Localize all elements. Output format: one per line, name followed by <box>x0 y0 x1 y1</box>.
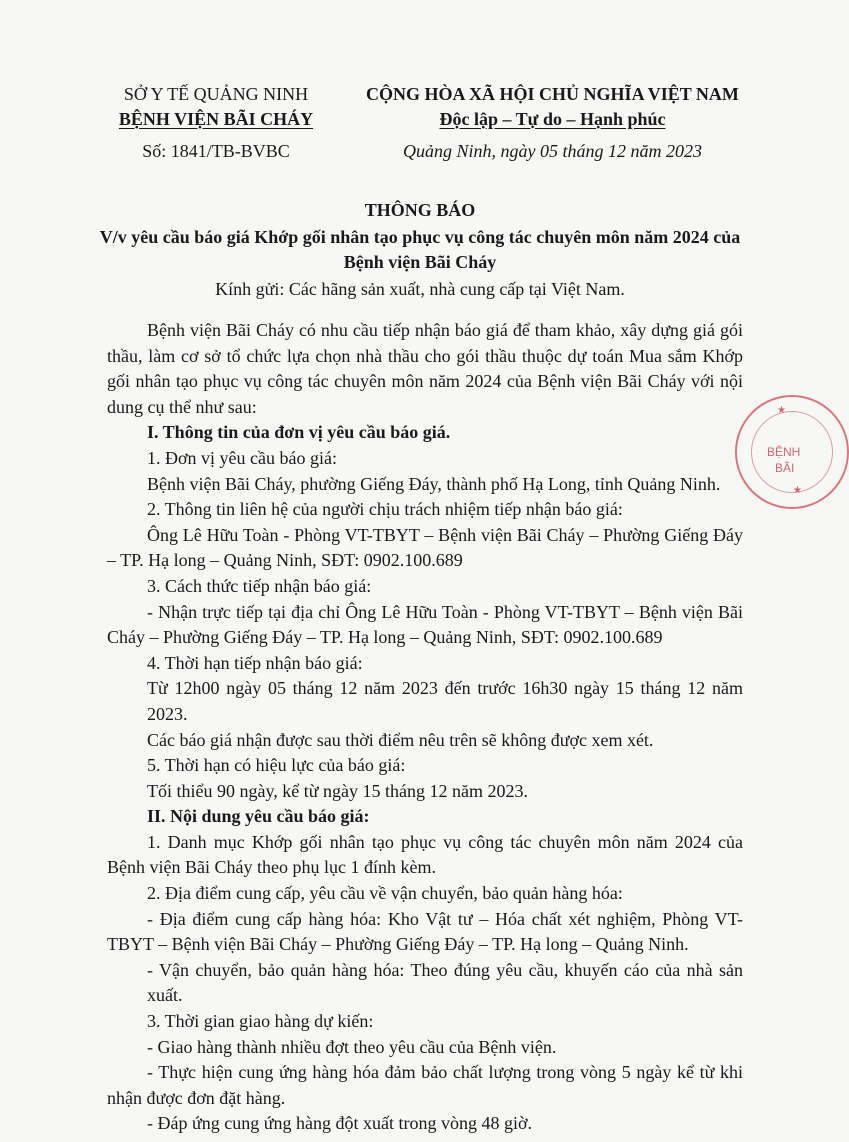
s1-item4-value-2: Các báo giá nhận được sau thời điểm nêu trên sẽ không được xem xét. <box>147 729 654 750</box>
seal-mark-2: ★ <box>793 485 802 496</box>
s1-item2-value: Ông Lê Hữu Toàn - Phòng VT-TBYT – Bệnh viện Bãi Cháy – Phường Giếng Đáy – TP. Hạ long – Quảng Ninh, SĐT: 0902.100.689 <box>107 524 743 571</box>
document-date: Quảng Ninh, ngày 05 tháng 12 năm 2023 <box>403 141 702 161</box>
s2-item3-value-2: - Thực hiện cung ứng hàng hóa đảm bảo chất lượng trong vòng 5 ngày kể từ khi nhận được đơn đặt hàng. <box>107 1062 743 1108</box>
s2-item2-value-2: - Vận chuyển, bảo quản hàng hóa: Theo đúng yêu cầu, khuyến cáo của nhà sản xuất. <box>147 959 743 1006</box>
subject-line-1: V/v yêu cầu báo giá Khớp gối nhân tạo phục vụ công tác chuyên môn năm 2024 của <box>99 227 741 247</box>
seal-mark: ★ <box>777 405 786 416</box>
s1-item3-value: - Nhận trực tiếp tại địa chỉ Ông Lê Hữu Toàn - Phòng VT-TBYT – Bệnh viện Bãi Cháy – Phường Giếng Đáy – TP. Hạ long – Quảng Ninh, SĐT: 0902.100.689 <box>107 601 743 648</box>
s1-item2-label: 2. Thông tin liên hệ của người chịu trách nhiệm tiếp nhận báo giá: <box>147 499 623 520</box>
s1-item1-value: Bệnh viện Bãi Cháy, phường Giếng Đáy, thành phố Hạ Long, tỉnh Quảng Ninh. <box>147 473 721 494</box>
organization-name: BỆNH VIỆN BÃI CHÁY <box>118 109 314 129</box>
s1-item5-label: 5. Thời hạn có hiệu lực của báo giá: <box>147 755 406 776</box>
s2-item2-label: 2. Địa điểm cung cấp, yêu cầu về vận chuyển, bảo quản hàng hóa: <box>147 883 623 904</box>
s2-item2-value-1: - Địa điểm cung cấp hàng hóa: Kho Vật tư – Hóa chất xét nghiệm, Phòng VT-TBYT – Bệnh viện Bãi Cháy – Phường Giếng Đáy – TP. Hạ long – Quảng Ninh. <box>107 908 743 955</box>
s2-item3-value-1: - Giao hàng thành nhiều đợt theo yêu cầu của Bệnh viện. <box>147 1036 557 1057</box>
intro-paragraph: Bệnh viện Bãi Cháy có nhu cầu tiếp nhận báo giá để tham khảo, xây dựng giá gói thầu, làm cơ sở tổ chức lựa chọn nhà thầu cho gói thầu thuộc dự toán Mua sắm Khớp gối nhân tạo phục vụ công tác chuyên môn năm 2024 của Bệnh viện Bãi Cháy với nội dung cụ thể như sau: <box>107 320 743 417</box>
s1-item5-value: Tối thiểu 90 ngày, kể từ ngày 15 tháng 12 năm 2023. <box>147 780 529 801</box>
s2-item3-value-3: - Đáp ứng cung ứng hàng đột xuất trong vòng 48 giờ. <box>147 1113 532 1134</box>
official-seal <box>735 395 849 509</box>
title-block <box>90 198 750 302</box>
nation-title: CỘNG HÒA XÃ HỘI CHỦ NGHĨA VIỆT NAM <box>366 84 739 104</box>
s1-item4-label: 4. Thời hạn tiếp nhận báo giá: <box>147 652 363 673</box>
s2-item3-label: 3. Thời gian giao hàng dự kiến: <box>147 1011 374 1032</box>
document-number: Số: 1841/TB-BVBC <box>142 141 290 161</box>
document-title: THÔNG BÁO <box>364 200 476 220</box>
section-2-title: II. Nội dung yêu cầu báo giá: <box>147 806 370 827</box>
seal-text-2: BÃI <box>775 461 795 475</box>
s1-item4-value-1: Từ 12h00 ngày 05 tháng 12 năm 2023 đến trước 16h30 ngày 15 tháng 12 năm 2023. <box>147 678 743 724</box>
national-header <box>355 82 750 164</box>
national-motto: Độc lập – Tự do – Hạnh phúc <box>439 109 666 129</box>
s1-item3-label: 3. Cách thức tiếp nhận báo giá: <box>147 575 372 596</box>
recipient: Kính gửi: Các hãng sản xuất, nhà cung cấp tại Việt Nam. <box>215 279 625 299</box>
issuer-block <box>96 82 336 164</box>
s1-item1-label: 1. Đơn vị yêu cầu báo giá: <box>147 447 337 468</box>
seal-text-1: BỆNH <box>767 445 801 459</box>
parent-organization: SỞ Y TẾ QUẢNG NINH <box>123 84 309 104</box>
subject-line-2: Bệnh viện Bãi Cháy <box>343 252 497 272</box>
document-body <box>107 318 743 1137</box>
section-1-title: I. Thông tin của đơn vị yêu cầu báo giá. <box>147 422 451 443</box>
s2-item1: 1. Danh mục Khớp gối nhân tạo phục vụ công tác chuyên môn năm 2024 của Bệnh viện Bãi Cháy theo phụ lục 1 đính kèm. <box>107 831 743 878</box>
